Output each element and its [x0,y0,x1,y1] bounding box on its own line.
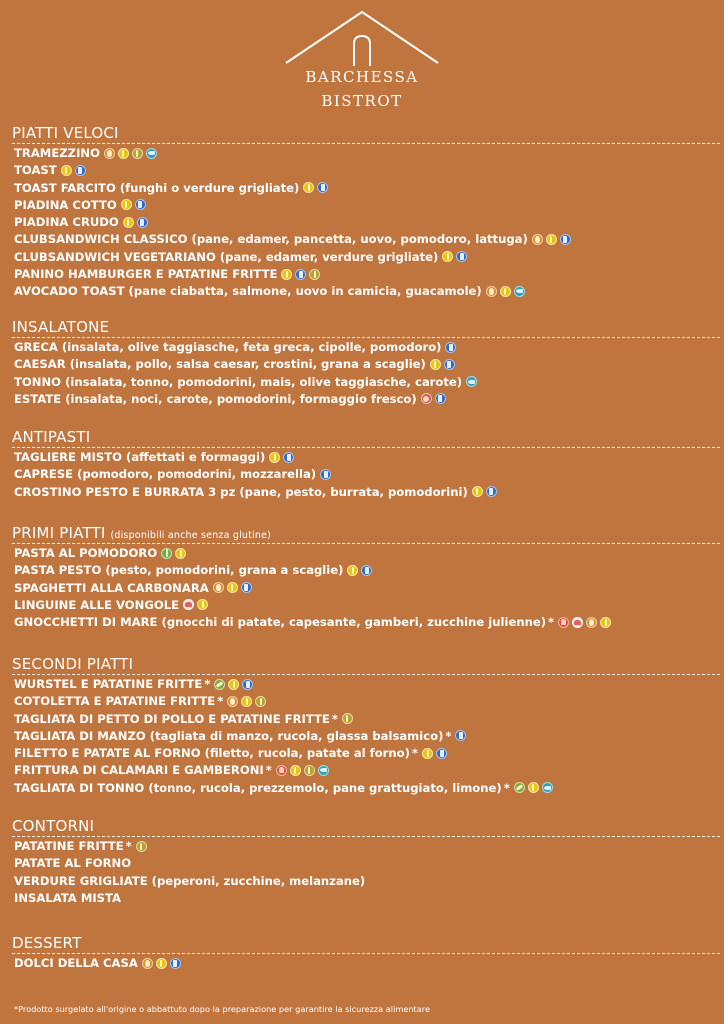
milk-icon [317,182,328,193]
allergen-icons [514,782,556,794]
milk-icon [435,393,446,404]
allergen-icons [281,269,323,281]
item-name: PASTA PESTO [14,563,102,578]
menu-item [12,855,722,872]
menu-item [12,780,722,797]
gluten-icon [281,269,292,280]
gluten-icon [347,565,358,576]
item-name: FRITTURA DI CALAMARI E GAMBERONI [14,763,264,778]
item-name: PATATINE FRITTE [14,839,124,853]
celery-icon [161,548,172,559]
milk-icon [560,234,571,245]
milk-icon [242,679,253,690]
allergen-icons [183,599,211,611]
nuts-icon [421,393,432,404]
menu-item [12,449,722,466]
item-name: TOAST [14,163,57,178]
allergen-icons [213,582,255,594]
item-description: (tagliata di manzo, rucola, glassa balsamico) [149,728,444,743]
gluten-icon [197,599,208,610]
milk-icon [361,565,372,576]
allergen-icons [320,469,334,481]
allergen-icons [486,286,528,298]
item-name: PATATE AL FORNO [14,856,132,871]
item-name: CAESAR [14,357,66,372]
gluten-icon [175,548,186,559]
allergen-icons [442,251,470,263]
gluten-icon [269,452,280,463]
gluten-icon [442,251,453,262]
mollusc-icon [572,617,583,628]
allergen-icons [347,565,375,577]
mollusc-icon [183,599,194,610]
items [12,339,722,408]
menu-item [12,145,722,162]
shellfish-icon [276,765,287,776]
gluten-icon [546,234,557,245]
menu-item [12,545,722,562]
menu-item [12,356,722,373]
gluten-icon [303,182,314,193]
items [12,545,722,631]
sulphite-icon [304,765,315,776]
milk-icon [75,165,86,176]
menu-item [12,197,722,214]
item-description: (pane ciabatta, salmone, uovo in camicia, guacamole) [128,284,482,299]
menu-item [12,180,722,197]
menu-item [12,728,722,745]
egg-icon [586,617,597,628]
item-name: GNOCCHETTI DI MARE [14,615,158,630]
item-name: DOLCI DELLA CASA [14,956,138,970]
item-name: TAGLIATA DI PETTO DI POLLO E PATATINE FRITTE [14,711,330,726]
fish-icon [542,782,553,793]
item-name: PIADINA CRUDO [14,215,119,230]
item-description: (pesto, pomodorini, grana a scaglie) [105,563,344,578]
allergen-icons [472,486,500,498]
item-name: CLUBSANDWICH VEGETARIANO [14,249,216,264]
milk-icon [455,730,466,741]
milk-icon [135,199,146,210]
item-name: PIADINA COTTO [14,197,117,212]
shellfish-icon [558,617,569,628]
menu-item [12,214,722,231]
item-description: (peperoni, zucchine, melanzane) [151,873,366,888]
allergen-icons [142,958,184,970]
section-title: DESSERT [12,934,720,954]
menu-item [12,762,722,779]
allergen-icons [455,730,469,742]
lupin-icon [514,782,525,793]
allergen-icons [422,748,450,760]
section-title: ANTIPASTI [12,428,720,448]
menu-item [12,249,722,266]
milk-icon [283,452,294,463]
gluten-icon [430,359,441,370]
sulphite-icon [255,696,266,707]
frozen-marker: * [217,694,224,709]
gluten-icon [123,217,134,228]
item-name: TAGLIATA DI TONNO [14,780,145,795]
milk-icon [170,958,181,969]
item-description: (pomodoro, pomodorini, mozzarella) [77,467,317,482]
menu-item [12,339,722,356]
items [12,838,722,907]
egg-icon [532,234,543,245]
gluten-icon [227,582,238,593]
allergen-icons [466,376,480,388]
section-contorni [12,817,722,907]
item-name: GRECA [14,340,58,354]
milk-icon [137,217,148,228]
item-name: COTOLETTA E PATATINE FRITTE [14,694,216,709]
menu-item [12,484,722,501]
fish-icon [318,765,329,776]
fish-icon [466,376,477,387]
allergen-icons [269,452,297,464]
footnote: *Prodotto surgelato all'origine o abbattuto dopo la preparazione per garantire la sicurezza alimentare [14,1004,431,1014]
section-note: (disponibili anche senza glutine) [110,530,272,541]
menu-item [12,873,722,890]
gluten-icon [500,286,511,297]
item-name: PANINO HAMBURGER E PATATINE FRITTE [14,267,278,282]
allergen-icons [61,165,89,177]
frozen-marker: * [411,746,418,761]
section-title: INSALATONE [12,318,720,338]
item-name: TOAST FARCITO [14,180,116,195]
sulphite-icon [132,148,143,159]
allergen-icons [227,696,269,708]
items [12,145,722,301]
item-name: CAPRESE [14,467,74,482]
item-description: (pane, pesto, burrata, pomodorini) [239,484,468,499]
item-name: TAGLIATA DI MANZO [14,728,146,743]
menu-item [12,374,722,391]
item-description: (pane, edamer, pancetta, uovo, pomodoro, lattuga) [191,232,528,247]
gluten-icon [118,148,129,159]
egg-icon [213,582,224,593]
item-name: WURSTEL E PATATINE FRITTE [14,677,203,691]
allergen-icons [421,393,449,405]
allergen-icons [342,713,356,725]
sulphite-icon [309,269,320,280]
frozen-marker: * [445,728,452,743]
gluten-icon [121,199,132,210]
items [12,676,722,797]
gluten-icon [228,679,239,690]
section-primi-piatti [12,524,722,631]
frozen-marker: * [204,677,211,691]
roof-arch-logo-icon [282,8,442,70]
menu-item [12,745,722,762]
item-name: ESTATE [14,391,62,406]
items [12,955,722,972]
fish-icon [146,148,157,159]
menu-item [12,466,722,483]
gluten-icon [472,486,483,497]
milk-icon [241,582,252,593]
item-description: (filetto, rucola, patate al forno) [204,746,410,761]
frozen-marker: * [265,763,272,778]
section-title: SECONDI PIATTI [12,655,720,675]
section-title: PIATTI VELOCI [12,124,720,144]
menu-item [12,955,722,972]
allergen-icons [136,841,150,853]
menu-item [12,266,722,283]
lupin-icon [214,679,225,690]
item-description: (insalata, noci, carote, pomodorini, formaggio fresco) [65,391,417,406]
frozen-marker: * [548,615,555,630]
allergen-icons [276,765,332,777]
allergen-icons [104,148,160,160]
egg-icon [104,148,115,159]
item-name: AVOCADO TOAST [14,284,125,299]
gluten-icon [600,617,611,628]
sulphite-icon [342,713,353,724]
menu-item [12,614,722,631]
menu-item [12,283,722,300]
menu-item [12,838,722,855]
item-name: LINGUINE ALLE VONGOLE [14,597,180,612]
gluten-icon [156,958,167,969]
section-title: PRIMI PIATTI (disponibili anche senza glutine) [12,524,720,544]
brand-subtitle: BISTROT [321,92,403,110]
item-description: (affettati e formaggi) [126,450,266,464]
allergen-icons [214,679,256,691]
item-name: CLUBSANDWICH CLASSICO [14,232,188,247]
section-insalatone [12,318,722,408]
milk-icon [456,251,467,262]
menu-item [12,562,722,579]
item-name: TRAMEZZINO [14,146,100,160]
allergen-icons [532,234,574,246]
milk-icon [444,359,455,370]
menu-item [12,676,722,693]
allergen-icons [430,359,458,371]
item-name: CROSTINO PESTO E BURRATA 3 pz [14,484,236,499]
allergen-icons [445,342,459,354]
milk-icon [320,469,331,480]
egg-icon [486,286,497,297]
frozen-marker: * [125,839,132,853]
egg-icon [227,696,238,707]
gluten-icon [528,782,539,793]
gluten-icon [61,165,72,176]
logo [0,0,724,120]
section-antipasti [12,428,722,501]
menu-item [12,693,722,710]
menu-item [12,711,722,728]
fish-icon [514,286,525,297]
items [12,449,722,501]
gluten-icon [241,696,252,707]
item-description: (insalata, olive taggiasche, feta greca, cipolle, pomodoro) [61,340,442,354]
section-dessert [12,934,722,972]
allergen-icons [558,617,614,629]
frozen-marker: * [331,711,338,726]
allergen-icons [161,548,189,560]
milk-icon [295,269,306,280]
egg-icon [142,958,153,969]
item-name: FILETTO E PATATE AL FORNO [14,746,201,761]
item-description: (insalata, pollo, salsa caesar, crostini, grana a scaglie) [69,357,426,372]
menu-item [12,162,722,179]
item-description: (pane, edamer, verdure grigliate) [219,249,439,264]
milk-icon [436,748,447,759]
menu-item [12,890,722,907]
section-title: CONTORNI [12,817,720,837]
gluten-icon [290,765,301,776]
brand-name: BARCHESSA [305,68,419,86]
allergen-icons [303,182,331,194]
sulphite-icon [136,841,147,852]
item-name: VERDURE GRIGLIATE [14,873,148,888]
section-secondi-piatti [12,655,722,797]
gluten-icon [422,748,433,759]
item-name: SPAGHETTI ALLA CARBONARA [14,580,209,595]
item-name: PASTA AL POMODORO [14,546,158,560]
frozen-marker: * [503,780,510,795]
item-name: TAGLIERE MISTO [14,450,122,464]
allergen-icons [123,217,151,229]
milk-icon [445,342,456,353]
milk-icon [486,486,497,497]
menu-item [12,391,722,408]
item-description: (tonno, rucola, prezzemolo, pane grattugiato, limone) [148,780,502,795]
item-name: INSALATA MISTA [14,890,121,905]
menu-item [12,597,722,614]
menu-item [12,231,722,248]
menu-item [12,580,722,597]
section-piatti-veloci [12,124,722,301]
item-description: (gnocchi di patate, capesante, gamberi, zucchine julienne) [161,615,547,630]
allergen-icons [121,199,149,211]
item-description: (funghi o verdure grigliate) [119,180,300,195]
item-name: TONNO [14,374,62,389]
item-description: (insalata, tonno, pomodorini, mais, olive taggiasche, carote) [65,374,463,389]
